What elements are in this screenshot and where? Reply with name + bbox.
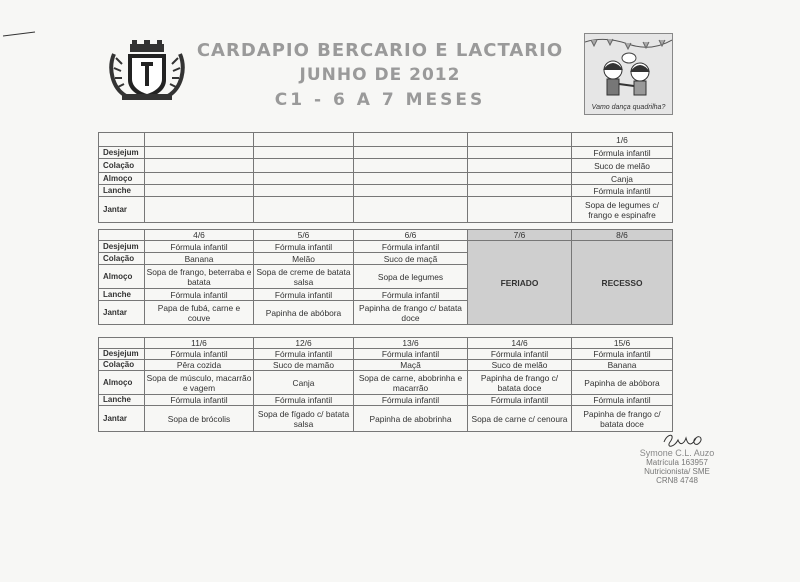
meal-label: Lanche: [99, 185, 145, 197]
menu-cell: Fórmula infantil: [254, 395, 354, 406]
menu-cell: [468, 185, 572, 197]
menu-cell: Maçã: [354, 360, 468, 371]
menu-cell: Fórmula infantil: [468, 395, 572, 406]
recess-cell: RECESSO: [572, 241, 673, 325]
menu-cell: Papinha de frango c/ batata doce: [572, 406, 673, 432]
menu-cell: Papinha de abobrinha: [354, 406, 468, 432]
date-cell: 8/6: [572, 230, 673, 241]
menu-cell: [468, 173, 572, 185]
table-header-row: [99, 230, 673, 241]
menu-cell: Fórmula infantil: [254, 241, 354, 253]
menu-cell: Sopa de fígado c/ batata salsa: [254, 406, 354, 432]
meal-label: Almoço: [99, 371, 145, 395]
city-coat-of-arms-logo: [108, 40, 186, 102]
meal-label: Jantar: [99, 197, 145, 223]
date-cell: [254, 133, 354, 147]
menu-cell: Fórmula infantil: [145, 395, 254, 406]
menu-cell: Fórmula infantil: [468, 349, 572, 360]
nutritionist-role: Nutricionista/ SME: [644, 467, 710, 476]
crn-number: CRN8 4748: [656, 476, 698, 485]
meal-label: Desjejum: [99, 241, 145, 253]
table-row: [99, 395, 673, 406]
menu-cell: [468, 197, 572, 223]
menu-cell: [254, 197, 354, 223]
date-cell: 13/6: [354, 338, 468, 349]
menu-cell: Papinha de abóbora: [572, 371, 673, 395]
menu-cell: [254, 173, 354, 185]
table-row: [99, 173, 673, 185]
table-row: [99, 371, 673, 395]
menu-cell: [468, 159, 572, 173]
menu-cell: [254, 159, 354, 173]
table-header-row: [99, 338, 673, 349]
date-cell: 6/6: [354, 230, 468, 241]
nutritionist-signature-block: [612, 436, 742, 485]
menu-cell: Suco de melão: [572, 159, 673, 173]
pen-mark: [2, 30, 36, 38]
menu-table-week-2: [98, 229, 673, 325]
date-cell: [468, 133, 572, 147]
menu-cell: Fórmula infantil: [572, 395, 673, 406]
menu-cell: Pêra cozida: [145, 360, 254, 371]
menu-cell: Banana: [572, 360, 673, 371]
table-row: [99, 147, 673, 159]
nutritionist-name: Symone C.L. Auzo: [639, 448, 715, 458]
blank-cell: [99, 230, 145, 241]
festa-junina-kids-illustration: [585, 34, 672, 102]
date-cell: [145, 133, 254, 147]
menu-cell: Papinha de frango c/ batata doce: [354, 301, 468, 325]
meal-label: Jantar: [99, 301, 145, 325]
meal-label: Lanche: [99, 395, 145, 406]
registration-number: Matrícula 163957: [646, 458, 708, 467]
menu-header: [190, 38, 570, 113]
menu-cell: Sopa de carne c/ cenoura: [468, 406, 572, 432]
date-cell: 15/6: [572, 338, 673, 349]
menu-cell: Fórmula infantil: [145, 241, 254, 253]
menu-cell: [354, 159, 468, 173]
menu-cell: Suco de mamão: [254, 360, 354, 371]
meal-label: Colação: [99, 360, 145, 371]
menu-table-week-3: [98, 337, 673, 432]
menu-cell: Fórmula infantil: [145, 289, 254, 301]
holiday-cell: FERIADO: [468, 241, 572, 325]
menu-cell: [145, 185, 254, 197]
menu-month: JUNHO DE 2012: [299, 65, 461, 85]
date-cell: 14/6: [468, 338, 572, 349]
menu-cell: Sopa de carne, abobrinha e macarrão: [354, 371, 468, 395]
menu-cell: Sopa de creme de batata salsa: [254, 265, 354, 289]
handwritten-signature: [662, 432, 706, 450]
cartoon-illustration: [584, 33, 673, 115]
menu-cell: Sopa de brócolis: [145, 406, 254, 432]
menu-cell: Banana: [145, 253, 254, 265]
meal-label: Desjejum: [99, 147, 145, 159]
menu-cell: [354, 197, 468, 223]
date-cell: 1/6: [572, 133, 673, 147]
menu-cell: [354, 185, 468, 197]
date-cell: 4/6: [145, 230, 254, 241]
menu-cell: Melão: [254, 253, 354, 265]
meal-label: Lanche: [99, 289, 145, 301]
menu-cell: [354, 147, 468, 159]
menu-cell: Papa de fubá, carne e couve: [145, 301, 254, 325]
menu-cell: [145, 159, 254, 173]
menu-cell: Suco de melão: [468, 360, 572, 371]
menu-cell: Fórmula infantil: [572, 147, 673, 159]
blank-cell: [99, 338, 145, 349]
table-row: [99, 406, 673, 432]
table-row: [99, 185, 673, 197]
table-row: [99, 349, 673, 360]
blank-cell: [99, 133, 145, 147]
date-cell: 11/6: [145, 338, 254, 349]
menu-table-week-1: [98, 132, 673, 223]
menu-cell: Fórmula infantil: [572, 185, 673, 197]
menu-cell: Fórmula infantil: [354, 349, 468, 360]
menu-cell: Sopa de legumes: [354, 265, 468, 289]
date-cell: 7/6: [468, 230, 572, 241]
table-header-row: [99, 133, 673, 147]
menu-title: CARDAPIO BERCARIO E LACTARIO: [196, 40, 564, 61]
menu-cell: Sopa de legumes c/ frango e espinafre: [572, 197, 673, 223]
menu-cell: [145, 197, 254, 223]
menu-cell: Suco de maçã: [354, 253, 468, 265]
meal-label: Desjejum: [99, 349, 145, 360]
menu-cell: [254, 185, 354, 197]
menu-cell: Sopa de frango, beterraba e batata: [145, 265, 254, 289]
cartoon-caption: Vamo dança quadrilha?: [591, 104, 666, 111]
menu-cell: [145, 173, 254, 185]
table-row: [99, 241, 673, 253]
menu-cell: Sopa de músculo, macarrão e vagem: [145, 371, 254, 395]
menu-cell: Canja: [254, 371, 354, 395]
menu-cell: Fórmula infantil: [254, 349, 354, 360]
menu-cell: Fórmula infantil: [354, 395, 468, 406]
menu-cell: [254, 147, 354, 159]
menu-cell: [468, 147, 572, 159]
menu-cell: Fórmula infantil: [254, 289, 354, 301]
meal-label: Almoço: [99, 265, 145, 289]
menu-cell: Fórmula infantil: [145, 349, 254, 360]
menu-cell: Papinha de abóbora: [254, 301, 354, 325]
menu-cell: Fórmula infantil: [572, 349, 673, 360]
table-row: [99, 159, 673, 173]
meal-label: Colação: [99, 159, 145, 173]
menu-cell: [145, 147, 254, 159]
meal-label: Jantar: [99, 406, 145, 432]
menu-cell: Canja: [572, 173, 673, 185]
table-row: [99, 197, 673, 223]
menu-cell: Fórmula infantil: [354, 289, 468, 301]
menu-cell: [354, 173, 468, 185]
meal-label: Colação: [99, 253, 145, 265]
menu-cell: Fórmula infantil: [354, 241, 468, 253]
date-cell: 5/6: [254, 230, 354, 241]
menu-cell: Papinha de frango c/ batata doce: [468, 371, 572, 395]
menu-age-group: C1 - 6 A 7 MESES: [274, 90, 486, 110]
table-row: [99, 360, 673, 371]
meal-label: Almoço: [99, 173, 145, 185]
date-cell: 12/6: [254, 338, 354, 349]
date-cell: [354, 133, 468, 147]
